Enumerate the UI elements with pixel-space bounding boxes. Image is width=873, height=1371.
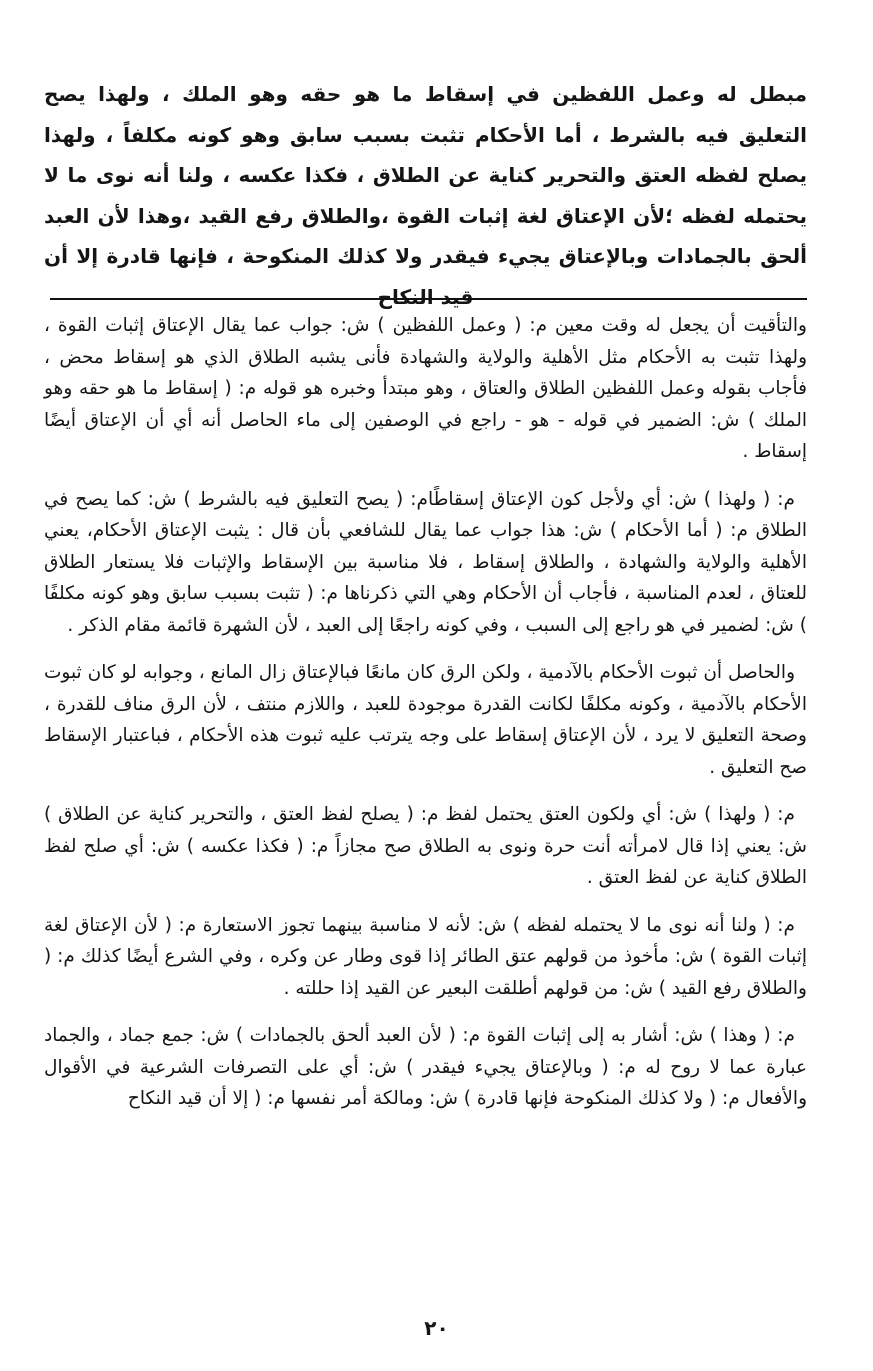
commentary-paragraph: والحاصل أن ثبوت الأحكام بالآدمية ، ولكن الرق كان مانعًا فبالإعتاق زال المانع ، وجوابه لو كان ثبوت الأحكام بالآدمية ، وكونه مكلفًا لكانت القدرة موجودة للعبد ، واللازم منتف ، لأن الرق مناف للقدرة ، وصحة التعليق لا يرد ، لأن الإعتاق إسقاط على وجه يترتب عليه ثبوت هذه الأحكام ، فباعتبار الإسقاط صح التعليق . (44, 662, 807, 778)
page-number: ٢٠ (424, 1316, 449, 1340)
commentary-paragraph: م: ( وهذا ) ش: أشار به إلى إثبات القوة م: ( لأن العبد ألحق بالجمادات ) ش: جمع جماد ، والجماد عبارة عما لا روح له م: ( وبالإعتاق يجيء فيقدر ) ش: أي على التصرفات الشرعية في الأقوال والأفعال م: ( ولا كذلك المنكوحة فإنها قادرة ) ش: ومالكة أمر نفسها م: ( إلا أن قيد النكاح (44, 1025, 807, 1109)
main-text: مبطل له وعمل اللفظين في إسقاط ما هو حقه وهو الملك ، ولهذا يصح التعليق فيه بالشرط ، أما الأحكام تثبت بسبب سابق وهو كونه مكلفاً ، ولهذا يصلح لفظه العتق والتحرير كناية عن الطلاق ، فكذا عكسه ، ولنا أنه نوى ما لا يحتمله لفظه ؛لأن الإعتاق لغة إثبات القوة ،والطلاق رفع القيد ،وهذا لأن العبد ألحق بالجمادات وبالإعتاق يجيء فيقدر ولا كذلك المنكوحة ، فإنها قادرة إلا أن قيد النكاح (44, 82, 807, 309)
commentary-paragraph: م: ( ولهذا ) ش: أي ولكون العتق يحتمل لفظ م: ( يصلح لفظ العتق ، والتحرير كناية عن الطلاق ) ش: يعني إذا قال لامرأته أنت حرة ونوى به الطلاق صح مجازاً م: ( فكذا عكسه ) ش: أي صلح لفظ الطلاق كناية عن لفظ العتق . (44, 804, 807, 888)
commentary-paragraph: م: ( ولنا أنه نوى ما لا يحتمله لفظه ) ش: لأنه لا مناسبة بينهما تجوز الاستعارة م: ( لأن الإعتاق لغة إثبات القوة ) ش: مأخوذ من قولهم عتق الطائر إذا قوى وطار عن وكره ، وفي الشرع أيضًا كذلك م: ( والطلاق رفع القيد ) ش: من قولهم أطلقت البعير عن القيد إذا حللته . (44, 914, 807, 999)
commentary-paragraph: م: ( ولهذا ) ش: أي ولأجل كون الإعتاق إسقاطًام: ( يصح التعليق فيه بالشرط ) ش: كما يصح في الطلاق م: ( أما الأحكام ) ش: هذا جواب عما يقال للشافعي بأن قال : يثبت الإعتاق الأحكام، يعني الأهلية والولاية والشهادة ، والطلاق إسقاط ، فلا مناسبة بين الإسقاط والإثبات فلا يستعار الطلاق للعتاق ، لعدم المناسبة ، فأجاب أن الأحكام وهي التي ذكرناها م: ( تثبت بسبب سابق وهو كونه مكلفًا ) ش: لضمير في هو راجع إلى السبب ، وفي كونه راجعًا إلى العبد ، لأن الشهرة قائمة مقام الذكر . (44, 488, 807, 636)
commentary-paragraph: والتأقيت أن يجعل له وقت معين م: ( وعمل اللفظين ) ش: جواب عما يقال الإعتاق إثبات القوة ، ولهذا تثبت به الأحكام مثل الأهلية والولاية والشهادة فأنى يشبه الطلاق الذي هو إسقاط محض ، فأجاب بقوله وعمل اللفظين الطلاق والعتاق ، وهو مبتدأ وخبره هو قوله م: ( إسقاط ما هو حقه وهو الملك ) ش: الضمير في قوله - هو - راجع في الوصفين إلى ماء الحاصل أنه أي أن الإعتاق أيضًا إسقاط . (44, 315, 807, 462)
separator-line (50, 298, 807, 300)
commentary (44, 310, 807, 1131)
